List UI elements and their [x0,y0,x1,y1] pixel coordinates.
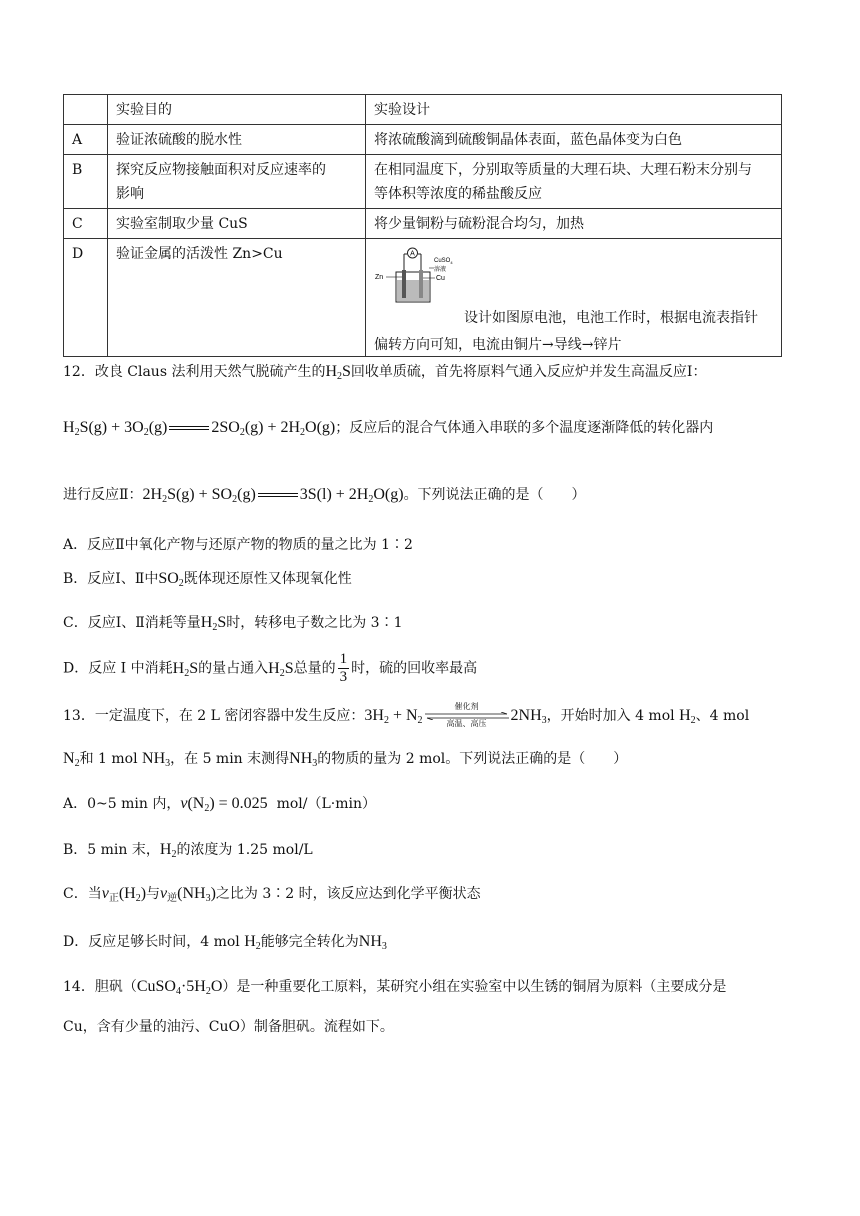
q12-equation-2: 进行反应Ⅱ：$2H_2S(g) + SO_2(g) 3S(l) + 2H_2O(g)$。下列说法正确的是（ ） [63,486,586,505]
solution-formula: CuSO$_4$ [434,258,453,265]
q12-option-b: B．反应Ⅰ、Ⅱ中$SO_2$既体现还原性又体现氧化性 [63,570,352,589]
q12-option-d: D．反应 I 中消耗$H_2S$的量占通入$H_2S$总量的 $\frac{1}{3}$ 时，硫的回收率最高 [63,651,478,685]
header-cell [64,95,108,125]
reaction-1: $H_2S(g) + 3O_2(g) 2SO_2(g) + 2H_2O(g)$ [63,419,336,438]
row-design: 将浓硫酸滴到硫酸铜晶体表面，蓝色晶体变为白色 [366,125,782,155]
row-purpose: 实验室制取少量 CuS [108,209,366,239]
q13-option-a: A．0~5 min 内，$v(N_2) = 0.025$ mol/（L·min） [63,795,377,814]
table-row [64,209,782,239]
row-purpose: 探究反应物接触面积对反应速率的 影响 [108,155,366,209]
q12-equation-1: $H_2S(g) + 3O_2(g) 2SO_2(g) + 2H_2O(g)$；反应后的混合气体通入串联的多个温度逐渐降低的转化器内 [63,419,714,438]
reaction-2: $2H_2S(g) + SO_2(g) 3S(l) + 2H_2O(g)$ [142,486,404,505]
q14-stem-line2: Cu，含有少量的油污、CuO）制备胆矾。流程如下。 [63,1019,394,1035]
galvanic-cell-diagram [374,242,773,354]
zn-electrode [402,270,406,298]
table-header-row [64,95,782,125]
galvanic-cell-figure [374,244,464,306]
row-design: 在相同温度下，分别取等质量的大理石块、大理石粉末分别与 等体积等浓度的稀盐酸反应 [366,155,782,209]
formula-h2s: $H_2S$ [325,363,351,382]
q13-stem: 13．一定温度下，在 2 L 密闭容器中发生反应：$3H_2 + N_2$ 催化剂 高温、高压 $2NH_3$，开始时加入 4 mol $H_2$、4 mol [63,702,750,728]
q13-option-c: C．当$v_正(H_2)$与$v_逆(NH_3)$之比为 3∶2 时，该反应达到化学平衡状态 [63,885,481,904]
q12-stem: 12．改良 Claus 法利用天然气脱硫产生的$H_2S$回收单质硫，首先将原料气通入反应炉并发生高温反应Ⅰ： [63,363,707,382]
design-text: 设计如图原电池，电池工作时，根据电流表指针 偏转方向可知，电流由铜片→导线→锌片 [374,310,758,353]
q13-option-d: D．反应足够长时间，4 mol $H_2$能够完全转化为$NH_3$ [63,933,387,952]
q13-stem-line2: $N_2$和 1 mol $NH_3$，在 5 min 末测得$NH_3$的物质的量为 2 mol。下列说法正确的是（ ） [63,750,628,769]
q12-option-a: A．反应Ⅱ中氧化产物与还原产物的物质的量之比为 1∶2 [63,537,413,553]
row-design [366,239,782,357]
experiment-table [63,94,782,357]
cu-label: Cu [436,275,445,282]
table-row [64,239,782,357]
row-label: B [64,155,108,209]
ammeter-label: A [410,250,415,258]
q13-option-b: B．5 min 末，$H_2$的浓度为 1.25 mol/L [63,841,313,860]
row-purpose: 验证金属的活泼性 Zn>Cu [108,239,366,357]
table-row [64,125,782,155]
fraction-one-third: $\frac{1}{3}$ [339,651,348,685]
table-row [64,155,782,209]
row-purpose: 验证浓硫酸的脱水性 [108,125,366,155]
header-design: 实验设计 [366,95,782,125]
electrolyte-fill [397,280,429,301]
solution-label: 溶液 [434,266,447,273]
header-purpose: 实验目的 [108,95,366,125]
row-label: D [64,239,108,357]
row-design: 将少量铜粉与硫粉混合均匀，加热 [366,209,782,239]
q12-option-c: C．反应Ⅰ、Ⅱ消耗等量$H_2S$时，转移电子数之比为 3∶1 [63,614,403,633]
cu-electrode [419,270,423,298]
reversible-arrow: 催化剂 高温、高压 [425,705,509,727]
row-label: C [64,209,108,239]
q14-stem: 14．胆矾$(CuSO_4\cdot 5H_2O)$是一种重要化工原料，某研究小组在实验室中以生锈的铜屑为原料（主要成分是 [63,978,727,997]
row-label: A [64,125,108,155]
zn-label: Zn [375,274,384,281]
